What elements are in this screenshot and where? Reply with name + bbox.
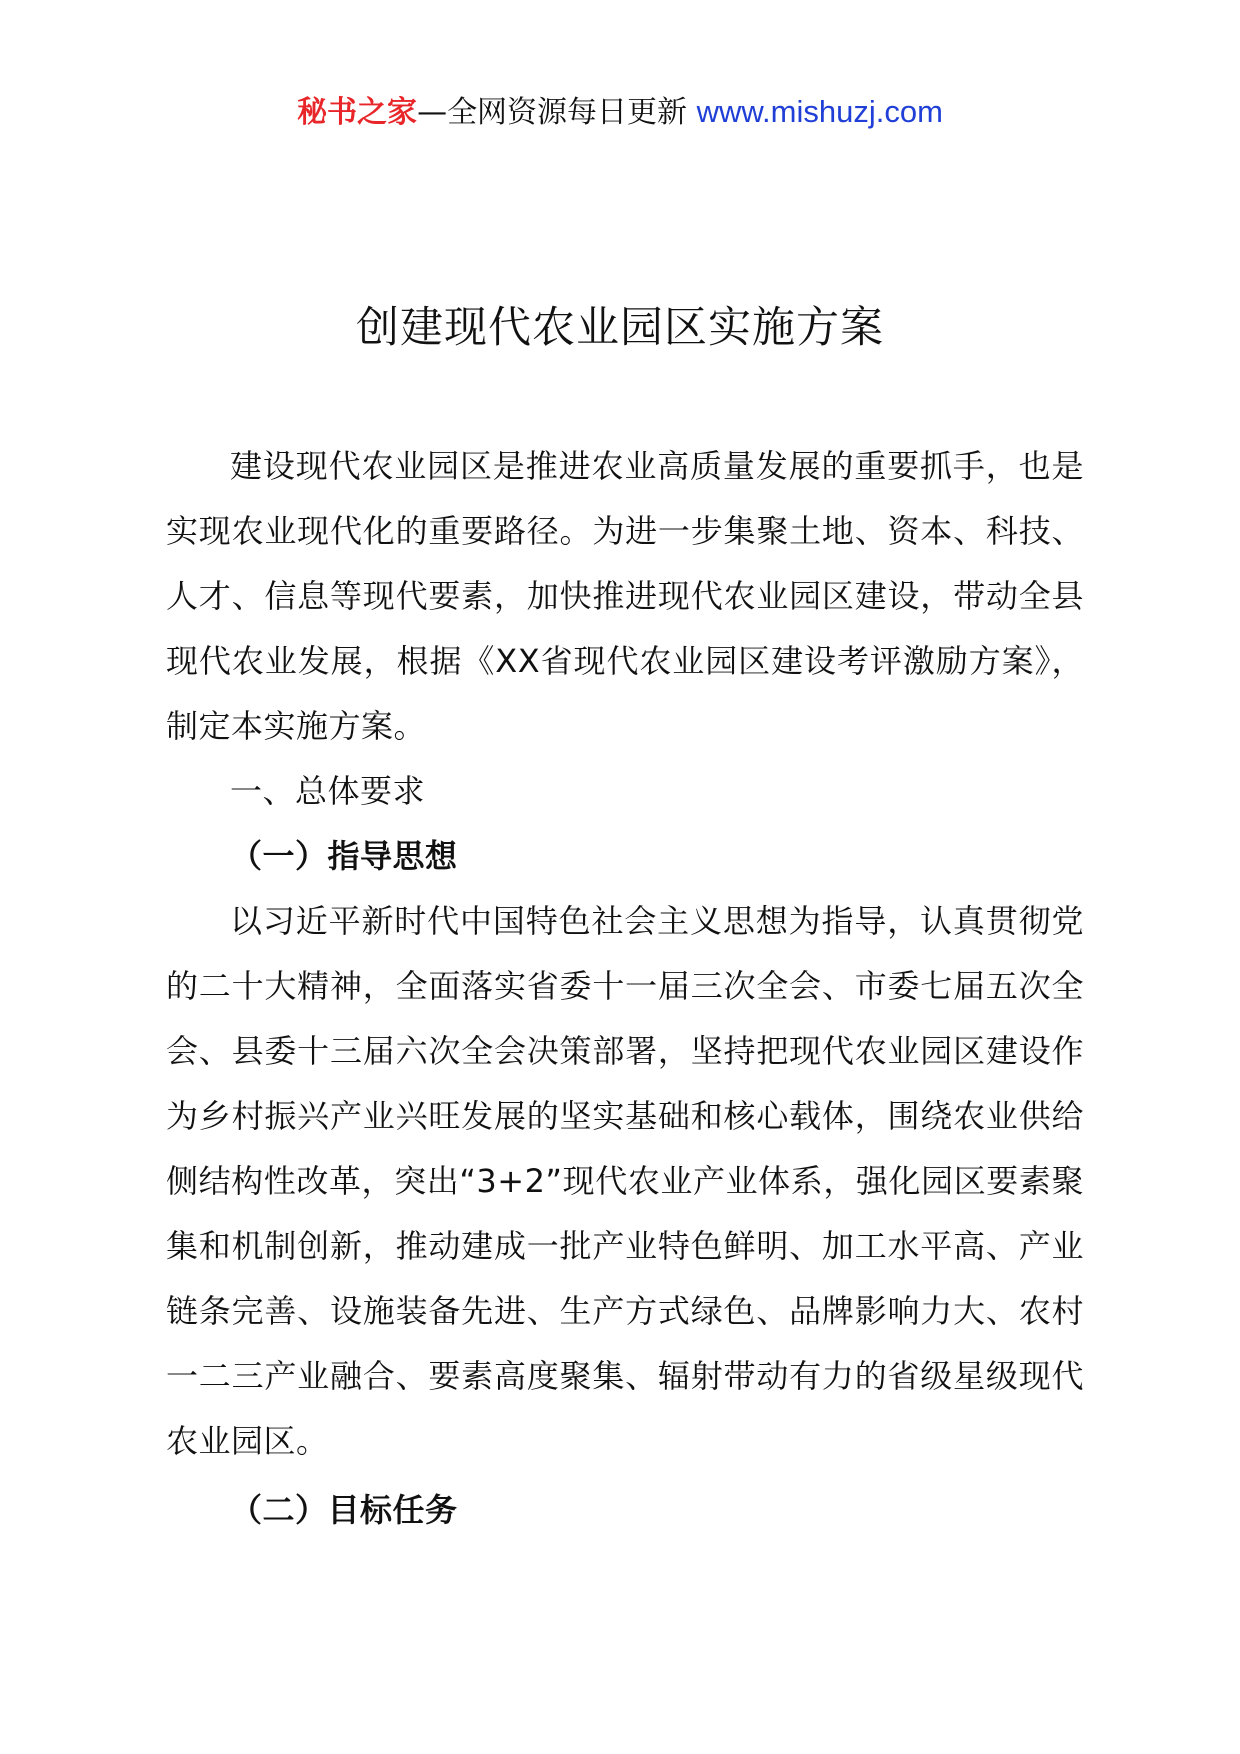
subsection-heading-guiding-ideology: （一）指导思想 [230,837,458,875]
document-title: 创建现代农业园区实施方案 [356,303,884,353]
intro-paragraph: 建设现代农业园区是推进农业高质量发展的重要抓手，也是实现农业现代化的重要路径。为进一步集聚土地、资本、科技、人才、信息等现代要素，加快推进现代农业园区建设，带动全县现代农业发展，根据《XX省现代农业园区建设考评激励方案》，制定本实施方案。 [166,447,1084,745]
guiding-ideology-paragraph: 以习近平新时代中国特色社会主义思想为指导，认真贯彻党的二十大精神，全面落实省委十一届三次全会、市委七届五次全会、县委十三届六次全会决策部署，坚持把现代农业园区建设作为乡村振兴产业兴旺发展的坚实基础和核心载体，围绕农业供给侧结构性改革，突出“3+2”现代农业产业体系，强化园区要素聚集和机制创新，推动建成一批产业特色鲜明、加工水平高、产业链条完善、设施装备先进、生产方式绿色、品牌影响力大、农村一二三产业融合、要素高度聚集、辐射带动有力的省级星级现代农业园区。 [166,902,1084,1460]
site-slogan: —全网资源每日更新 [417,95,697,130]
site-url-link[interactable]: www.mishuzj.com [696,94,943,129]
site-header [0,92,1240,133]
subsection-heading-goals-tasks: （二）目标任务 [230,1491,458,1529]
site-brand: 秘书之家 [297,95,418,130]
document-body [166,434,1084,1543]
section-heading-general-requirements: 一、总体要求 [230,772,426,810]
